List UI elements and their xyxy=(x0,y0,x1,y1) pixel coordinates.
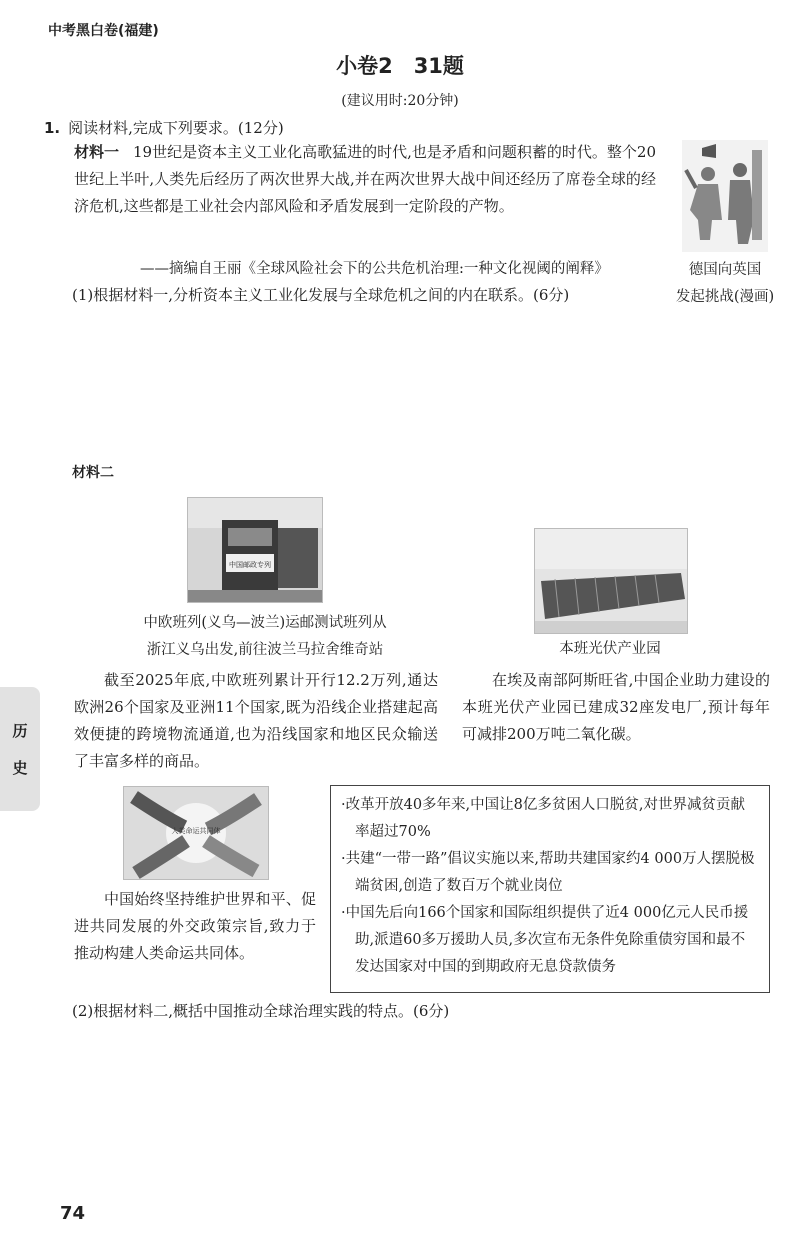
subject-side-tab xyxy=(0,687,40,811)
page-title: 小卷2 31题 xyxy=(336,54,464,78)
side-tab-char: 史 xyxy=(12,759,28,777)
train-caption xyxy=(100,610,430,664)
side-tab-char: 历 xyxy=(12,722,28,740)
solar-paragraph xyxy=(462,667,770,748)
question-line xyxy=(44,117,284,138)
material1-text: 19世纪是资本主义工业化高歌猛进的时代,也是矛盾和问题积蓄的时代。整个20世纪上半叶,人类先后经历了两次世界大战,并在两次世界大战中间还经历了席卷全球的经济危机,这些都是工业社会内部风险和矛盾发展到一定阶段的产物。 xyxy=(74,143,656,215)
train-paragraph-text: 截至2025年底,中欧班列累计开行12.2万列,通达欧洲26个国家及亚洲11个国家,既为沿线企业搭建起高效便捷的跨境物流通道,也为沿线国家和地区民众输送了丰富多样的商品。 xyxy=(74,671,438,770)
train-paragraph xyxy=(74,667,438,775)
cartoon-figures-icon xyxy=(682,140,768,252)
hands-paragraph-text: 中国始终坚持维护世界和平、促进共同发展的外交政策宗旨,致力于推动构建人类命运共同体。 xyxy=(74,890,316,962)
achievement-item: ·改革开放40多年来,中国让8亿多贫困人口脱贫,对世界减贫贡献率超过70% xyxy=(341,797,746,840)
time-suggestion: (建议用时:20分钟) xyxy=(341,93,459,109)
achievement-item: ·中国先后向166个国家和国际组织提供了近4 000亿元人民币援助,派遣60多万援助人员,多次宣布无条件免除重债穷国和最不发达国家对中国的到期政府无息贷款债务 xyxy=(341,905,749,975)
material1-label: 材料一 xyxy=(74,143,120,161)
train-sign-text: 中国邮政专列 xyxy=(229,561,271,569)
solar-image xyxy=(534,528,688,634)
subquestion-2: (2)根据材料二,概括中国推动全球治理实践的特点。(6分) xyxy=(72,1002,450,1020)
subquestion-1: (1)根据材料一,分析资本主义工业化发展与全球危机之间的内在联系。(6分) xyxy=(72,286,570,304)
train-caption-line2: 浙江义乌出发,前往波兰马拉舍维奇站 xyxy=(146,642,384,658)
cartoon-caption-line1: 德国向英国 xyxy=(688,262,762,278)
solar-panel-icon xyxy=(535,529,687,633)
solar-caption: 本班光伏产业园 xyxy=(559,641,661,657)
question-number: 1. xyxy=(44,119,61,137)
train-caption-line1: 中欧班列(义乌—波兰)运邮测试班列从 xyxy=(143,615,387,631)
page-number: 74 xyxy=(60,1203,86,1224)
cartoon-caption xyxy=(660,257,790,311)
material2-label: 材料二 xyxy=(72,465,114,481)
achievement-list xyxy=(331,786,769,987)
joined-hands-icon xyxy=(124,787,268,879)
train-image xyxy=(187,497,323,603)
question-instruction: 阅读材料,完成下列要求。(12分) xyxy=(68,119,284,137)
train-icon xyxy=(188,498,322,602)
cartoon-caption-line2: 发起挑战(漫画) xyxy=(675,289,775,305)
material1-paragraph xyxy=(74,139,656,220)
achievement-box xyxy=(330,785,770,993)
material1-source: ——摘编自王丽《全球风险社会下的公共危机治理:一种文化视阈的阐释》 xyxy=(140,261,609,277)
cartoon-image xyxy=(682,140,768,252)
book-header: 中考黑白卷(福建) xyxy=(48,23,159,39)
solar-paragraph-text: 在埃及南部阿斯旺省,中国企业助力建设的本班光伏产业园已建成32座发电厂,预计每年可减排200万吨二氧化碳。 xyxy=(462,671,770,743)
hands-paragraph xyxy=(74,886,316,967)
achievement-item: ·共建“一带一路”倡议实施以来,帮助共建国家约4 000万人摆脱极端贫困,创造了数百万个就业岗位 xyxy=(341,851,755,894)
hands-logo-text: 人类命运共同体 xyxy=(171,827,221,835)
hands-image xyxy=(123,786,269,880)
